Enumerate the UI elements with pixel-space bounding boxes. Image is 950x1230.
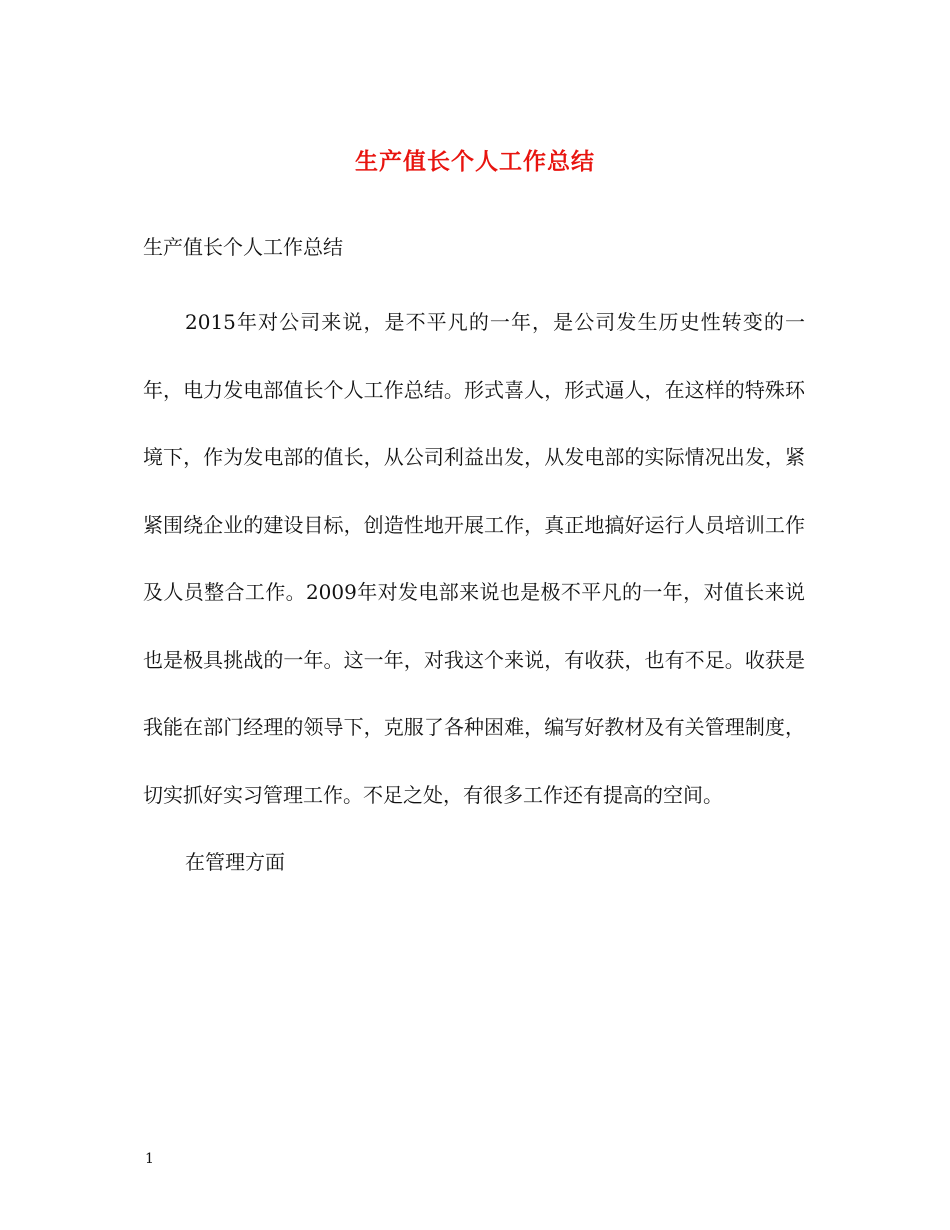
document-subtitle: 生产值长个人工作总结 (143, 235, 343, 259)
page-number: 1 (145, 1151, 154, 1167)
document-title: 生产值长个人工作总结 (355, 148, 595, 175)
paragraph-intro: 2015年对公司来说，是不平凡的一年，是公司发生历史性转变的一年，电力发电部值长个人工作总结。形式喜人，形式逼人，在这样的特殊环境下，作为发电部的值长，从公司利益出发，从发电部的实际情况出发，紧紧围绕企业的建设目标，创造性地开展工作，真正地搞好运行人员培训工作及人员整合工作。2009年对发电部来说也是极不平凡的一年，对值长来说也是极具挑战的一年。这一年，对我这个来说，有收获，也有不足。收获是我能在部门经理的领导下，克服了各种困难，编写好教材及有关管理制度，切实抓好实习管理工作。不足之处，有很多工作还有提高的空间。 (143, 310, 805, 807)
paragraph-management-heading: 在管理方面 (185, 850, 285, 874)
document-body (143, 229, 805, 897)
